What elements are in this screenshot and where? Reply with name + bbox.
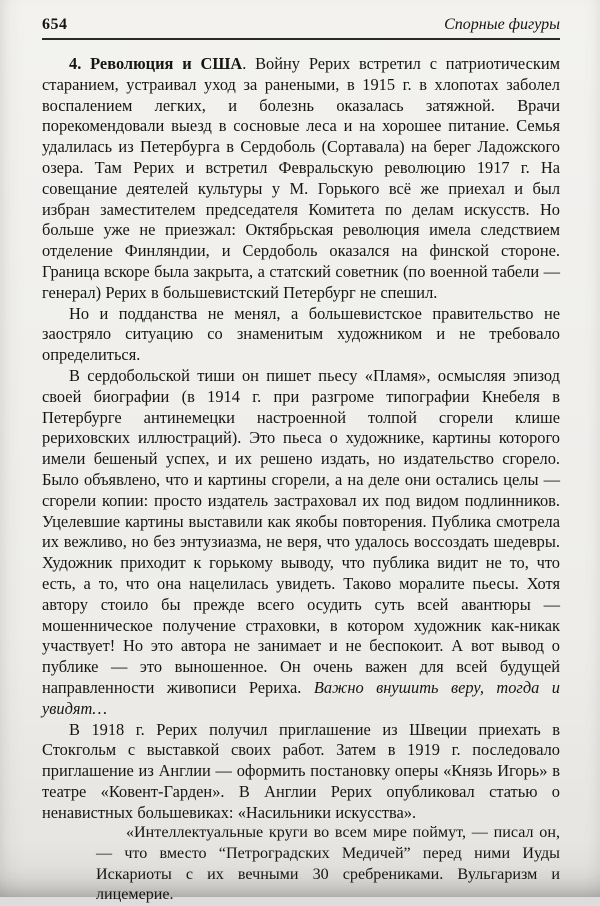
- paragraph-sweden-england: В 1918 г. Рерих получил приглашение из Швеции приехать в Стокгольм с выставкой своих работ. Затем в 1919 г. последовало приглашение из Англии — оформить постановку оперы «Князь Игорь» в театре «Ковент-Гарден». В Англии Рерих опубликовал статью о ненавистных большевиках: «Насильники искусства».: [42, 719, 560, 822]
- page-header: [42, 16, 560, 38]
- paragraph-text: . Войну Рерих встретил с патриотическим старанием, устраивал уход за ранеными, в 1915 г. в хлопотах заболел воспалением легких, и болезнь оказалась затяжной. Врачи порекомендовали выезд в сосновые леса и на хорошее питание. Семья удалилась из Петербурга в Сердоболь (Сортавала) на берег Ладожского озера. Там Рерих и встретил Февральскую революцию 1917 г. На совещание деятелей культуры у М. Горького всё же приехал и был избран заместителем председателя Комитета по делам искусств. Но больше уже не приезжал: Октябрьская революция имела следствием отделение Финляндии, и Сердоболь оказался на финской стороне. Граница вскоре была закрыта, а статский советник (по военной табели — генерал) Рерих в большевистский Петербург не спешил.: [42, 54, 560, 302]
- section-heading: 4. Революция и США: [69, 54, 243, 73]
- running-title: Спорные фигуры: [444, 16, 560, 33]
- paragraph-text: В сердобольской тиши он пишет пьесу «Пламя», осмысляя эпизод своей биографии (в 1914 г. при разгроме типографии Кнебеля в Петербурге антинемецки настроенной толпой сгорели клише рериховских иллюстраций). Это пьеса о художнике, картины которого имели бешеный успех, и их решено издать, но издательство сгорело. Было объявлено, что и картины сгорели, а на деле они остались целы — сгорели копии: просто издатель застраховал их под видом подлинников. Уцелевшие картины выставили как якобы повторения. Публика смотрела их вежливо, но без энтузиазма, не веря, что удалось воссоздать шедевры. Художник приходит к горькому выводу, что публика видит не то, что есть, а то, что она нацелилась увидеть. Таково моралите пьесы. Хотя автору стоило бы прежде всего осудить суть всей авантюры — мошенническое получение страховки, в котором художник как-никак участвует! Но это автора не занимает и не беспокоит. А вот вывод о публике — это выношенное. Он очень важен для всей будущей направленности живописи Рериха.: [42, 365, 560, 697]
- italic-emphasis: Важно внушить веру, тогда и увидят…: [42, 677, 560, 718]
- paragraph-citizenship: Но и подданства не менял, а большевистское правительство не заостряло ситуацию со знаменитым художником и не требовало определиться.: [42, 303, 560, 365]
- page-body: [42, 54, 560, 906]
- header-rule: [42, 38, 560, 40]
- paragraph-revolution-usa: [42, 54, 560, 304]
- page-number: 654: [42, 16, 68, 33]
- block-quote: «Интеллектуальные круги во всем мире поймут, — писал он, — что вместо “Петроградских Медичей” перед ними Иуды Искариоты с их вечными 30 сребрениками. Вульгаризм и лицемерие.: [96, 824, 560, 904]
- paragraph-flame-play: [42, 366, 560, 720]
